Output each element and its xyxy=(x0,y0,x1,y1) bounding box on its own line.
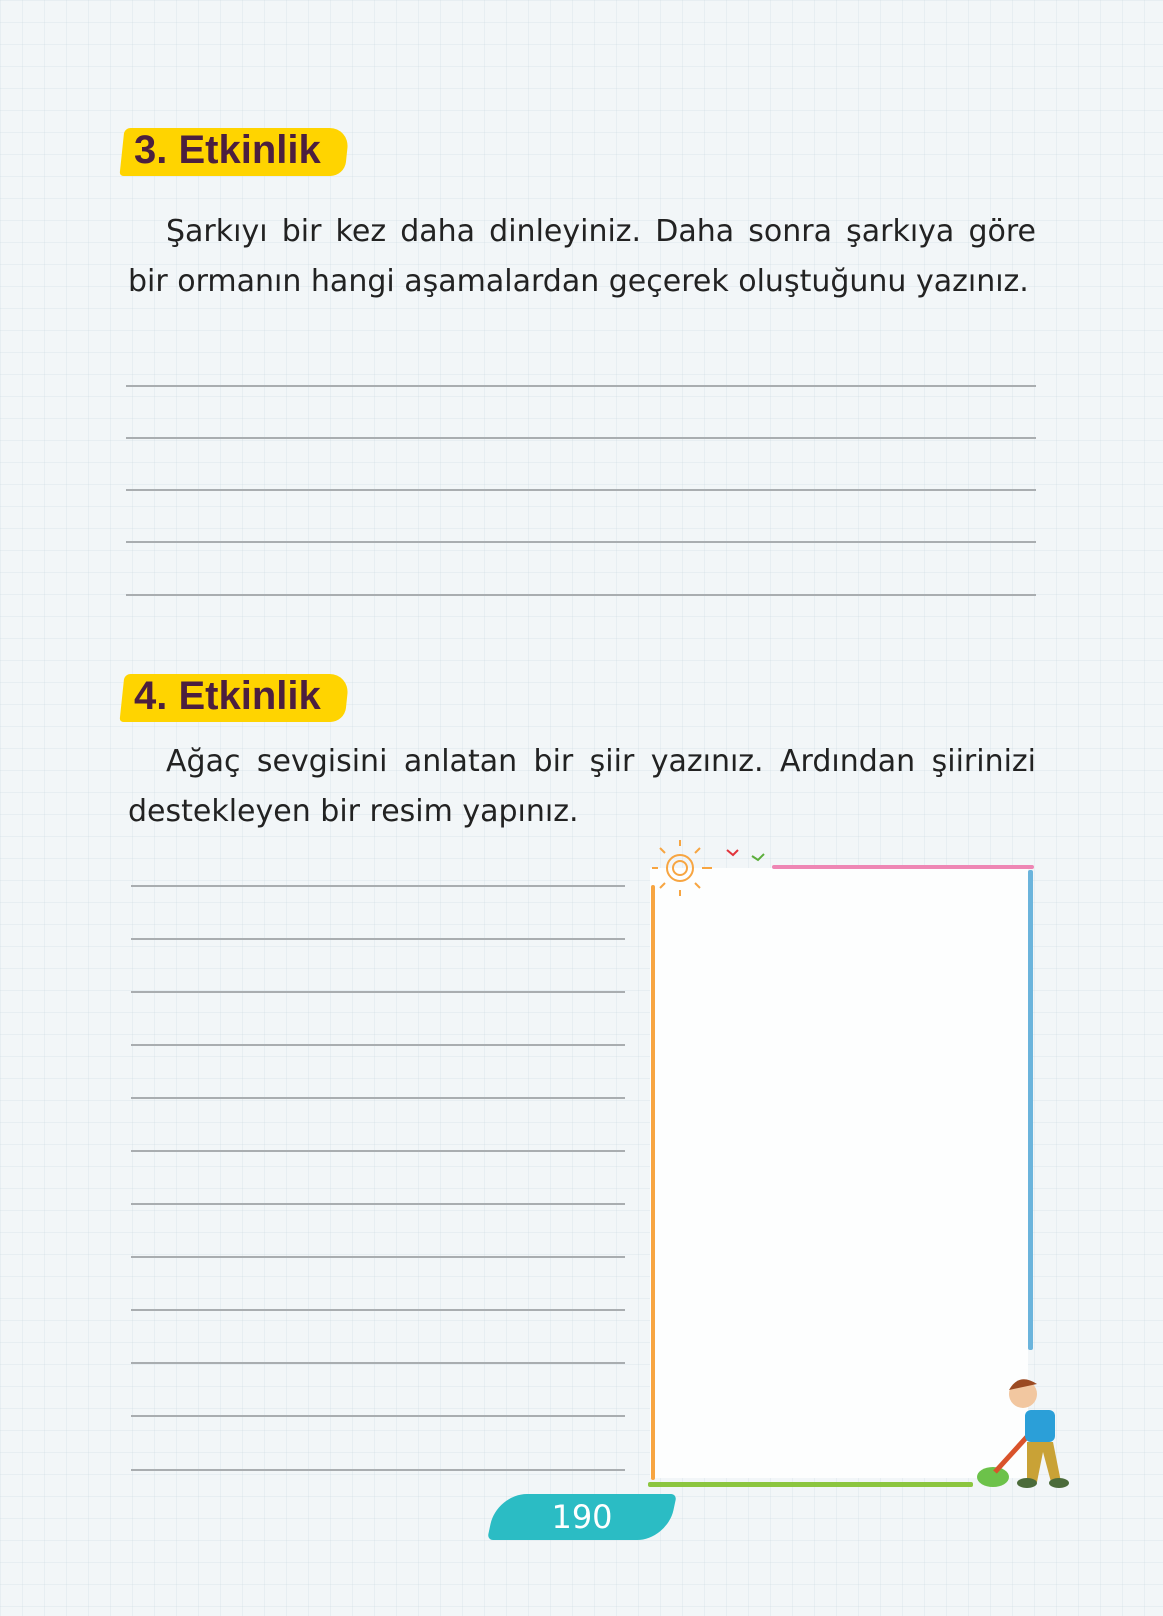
frame-top-edge xyxy=(772,865,1034,869)
activity-4-title: 4. Etkinlik xyxy=(134,674,321,718)
painting-boy-illustration xyxy=(975,1372,1095,1490)
writing-line xyxy=(131,1150,625,1152)
activity-3-title: 3. Etkinlik xyxy=(134,128,321,172)
writing-line xyxy=(131,1469,625,1471)
drawing-area[interactable] xyxy=(650,868,1028,1478)
writing-line xyxy=(126,437,1036,439)
writing-line xyxy=(131,1044,625,1046)
writing-line xyxy=(131,1256,625,1258)
writing-line xyxy=(131,1309,625,1311)
activity-3-instruction: Şarkıyı bir kez daha dinleyiniz. Daha sonra şarkıya göre bir ormanın hangi aşamalardan geçerek oluştuğunu yazınız. xyxy=(128,214,1036,299)
writing-line xyxy=(131,885,625,887)
writing-line xyxy=(126,594,1036,596)
frame-left-edge xyxy=(651,885,655,1480)
writing-line xyxy=(131,991,625,993)
writing-line xyxy=(131,1415,625,1417)
writing-line xyxy=(131,1203,625,1205)
page-number: 190 xyxy=(551,1498,613,1536)
writing-line xyxy=(131,938,625,940)
writing-line xyxy=(126,385,1036,387)
frame-right-edge xyxy=(1028,870,1033,1350)
writing-line xyxy=(126,541,1036,543)
writing-line xyxy=(126,489,1036,491)
writing-line xyxy=(131,1097,625,1099)
sun-icon xyxy=(652,838,772,898)
writing-line xyxy=(131,1362,625,1364)
frame-bottom-edge xyxy=(648,1482,973,1487)
activity-4-instruction: Ağaç sevgisini anlatan bir şiir yazınız. Ardından şiirinizi destekleyen bir resim yapınız. xyxy=(128,744,1036,829)
